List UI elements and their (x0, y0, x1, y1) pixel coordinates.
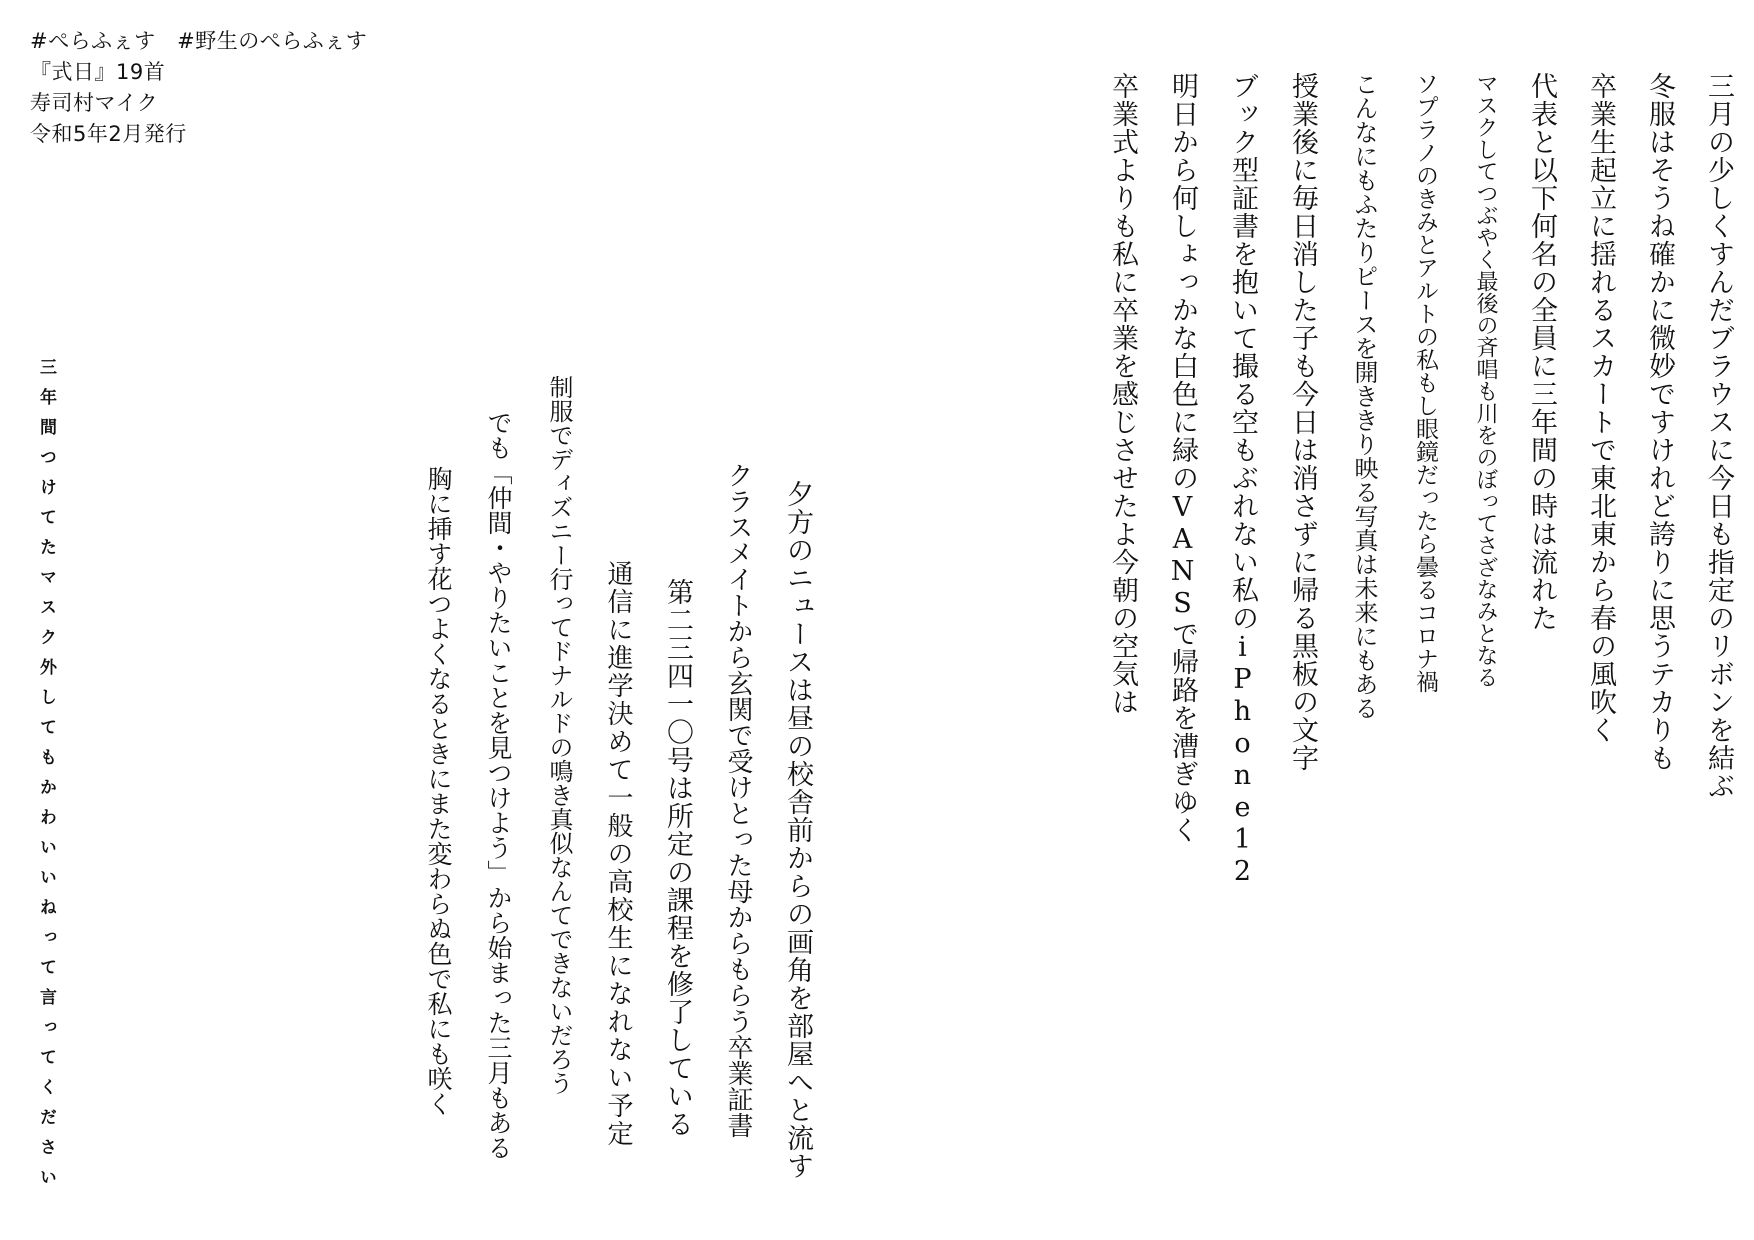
poem-line: クラスメイトから玄関で受けとった母からもらう卒業証書 (723, 462, 753, 1138)
author-name: 寿司村マイク (30, 91, 159, 115)
hashtags: #ぺらふぇす #野生のぺらふぇす (30, 29, 368, 53)
poem-line: 制服でディズニー行ってドナルドの鳴き真似なんてできないだろう (545, 375, 573, 1095)
poem-line: 三月の少しくすんだブラウスに今日も指定のリボンを結ぶ (1703, 72, 1734, 800)
poem-line: 明日から何しょっかな白色に緑のVANSで帰路を漕ぎゆく (1167, 72, 1198, 844)
poem-line: 代表と以下何名の全員に三年間の時は流れた (1526, 72, 1557, 632)
poem-line: 第二三四一〇号は所定の課程を修了している (662, 578, 693, 1138)
poem-line: 夕方のニュースは昼の校舎前からの画角を部屋へと流す (782, 480, 813, 1180)
poem-line: 通信に進学決めて一般の高校生になれない予定 (603, 560, 633, 1148)
poem-line: 冬服はそうね確かに微妙ですけれど誇りに思うテカりも (1644, 72, 1675, 772)
poem-line: こんなにもふたりピースを開ききり映る写真は未来にもある (1350, 72, 1378, 720)
poem-line: でも「仲間・やりたいことを見つけよう」から始まった三月もある (484, 410, 513, 1160)
poem-line: 卒業式よりも私に卒業を感じさせたよ今朝の空気は (1107, 72, 1138, 716)
side-vertical-line: 三年間つけてたマスク外してもかわいいねって言ってください (36, 358, 56, 1198)
poem-line: ソプラノのきみとアルトの私もし眼鏡だったら曇るコロナ禍 (1412, 72, 1438, 693)
poem-line: 卒業生起立に揺れるスカートで東北東から春の風吹く (1585, 72, 1616, 744)
publication-date: 令和5年2月発行 (30, 122, 187, 146)
poem-line: 授業後に毎日消した子も今日は消さずに帰る黒板の文字 (1287, 72, 1318, 772)
poem-line: ブック型証書を抱いて撮る空もぶれない私のiPhone12 (1227, 72, 1258, 888)
collection-title: 『式日』19首 (30, 60, 166, 84)
poem-line: マスクしてつぶやく最後の斉唱も川をのぼってさざなみとなる (1473, 72, 1498, 688)
poem-line: 胸に挿す花つよくなるときにまた変わらぬ色で私にも咲く (424, 466, 453, 1116)
